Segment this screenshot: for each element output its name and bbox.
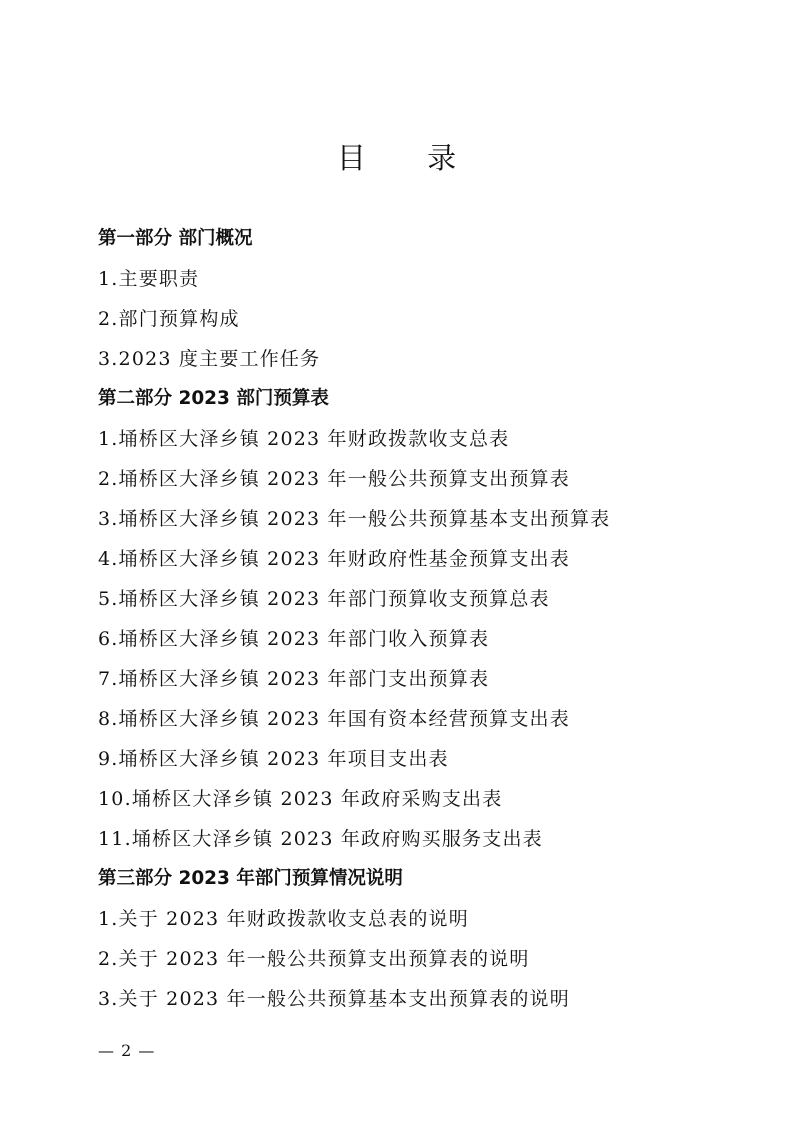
toc-item: 10.埇桥区大泽乡镇 2023 年政府采购支出表 (98, 788, 503, 810)
toc-item: 2.埇桥区大泽乡镇 2023 年一般公共预算支出预算表 (98, 468, 570, 490)
toc-item: 11.埇桥区大泽乡镇 2023 年政府购买服务支出表 (98, 828, 543, 850)
toc-item: 1.关于 2023 年财政拨款收支总表的说明 (98, 908, 469, 930)
toc-item: 6.埇桥区大泽乡镇 2023 年部门收入预算表 (98, 628, 490, 650)
toc-item: 3.2023 度主要工作任务 (98, 348, 321, 370)
toc-item: 5.埇桥区大泽乡镇 2023 年部门预算收支预算总表 (98, 588, 550, 610)
toc-item: 3.关于 2023 年一般公共预算基本支出预算表的说明 (98, 988, 570, 1010)
page-title: 目 录 (336, 141, 483, 175)
page-number: — 2 — (98, 1041, 156, 1060)
toc-item: 9.埇桥区大泽乡镇 2023 年项目支出表 (98, 748, 449, 770)
toc-section-heading: 第三部分 2023 年部门预算情况说明 (98, 868, 403, 889)
toc-item: 8.埇桥区大泽乡镇 2023 年国有资本经营预算支出表 (98, 708, 570, 730)
toc-item: 4.埇桥区大泽乡镇 2023 年财政府性基金预算支出表 (98, 548, 570, 570)
toc-section-heading: 第二部分 2023 部门预算表 (98, 388, 329, 409)
toc-section-heading: 第一部分 部门概况 (98, 228, 253, 249)
toc-item: 7.埇桥区大泽乡镇 2023 年部门支出预算表 (98, 668, 490, 690)
toc-item: 2.关于 2023 年一般公共预算支出预算表的说明 (98, 948, 530, 970)
toc-item: 2.部门预算构成 (98, 308, 240, 330)
toc-item: 3.埇桥区大泽乡镇 2023 年一般公共预算基本支出预算表 (98, 508, 611, 530)
toc-item: 1.埇桥区大泽乡镇 2023 年财政拨款收支总表 (98, 428, 510, 450)
table-of-contents (98, 221, 758, 1021)
toc-item: 1.主要职责 (98, 268, 200, 290)
